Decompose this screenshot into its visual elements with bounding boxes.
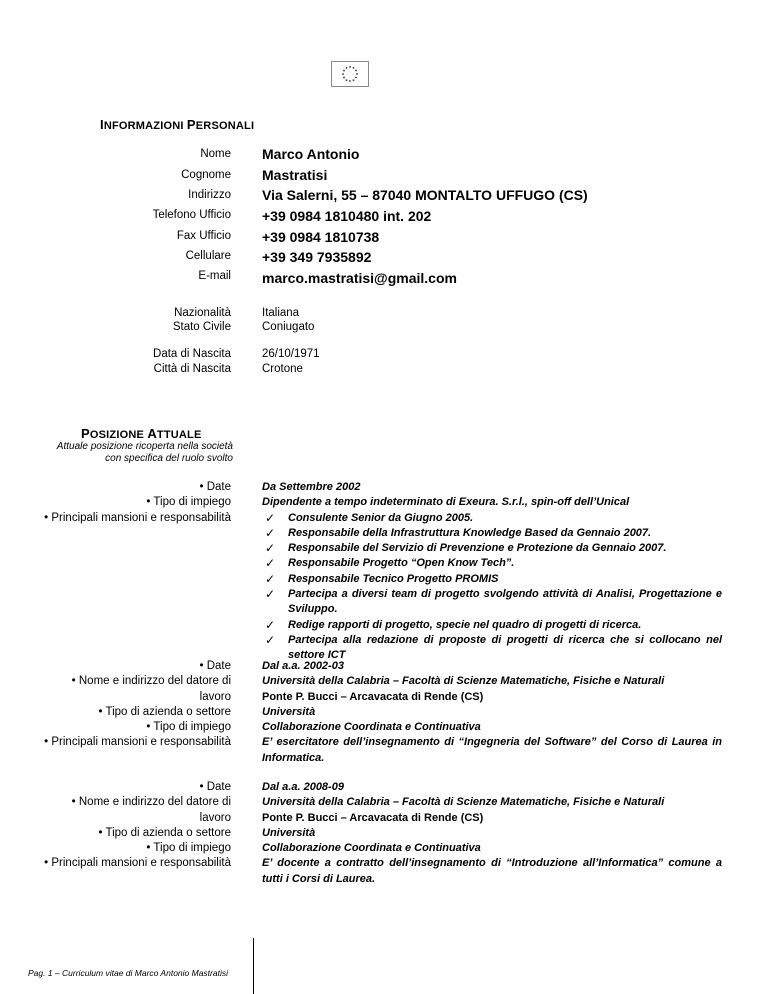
job1-type: Collaborazione Coordinata e Continuativa [262,721,481,734]
job2-employer: Università della Calabria – Facoltà di Scienze Matematiche, Fisiche e Naturali [262,796,665,809]
section-title-current-position: POSIZIONE ATTUALE [81,426,202,441]
label-email: E-mail [198,270,231,282]
position-employment: Dipendente a tempo indeterminato di Exeura. S.r.l., spin-off dell’Unical [262,496,630,509]
job1-sector: Università [262,705,316,718]
value-nome: Marco Antonio [262,146,360,162]
value-citta-nascita: Crotone [262,363,303,375]
value-telefono-ufficio: +39 0984 1810480 int. 202 [262,208,432,224]
label-telefono-ufficio: Telefono Ufficio [152,209,231,221]
page-footer: Pag. 1 – Curriculum vitae di Marco Antonio Mastratisi [28,968,228,978]
footer-divider [253,938,254,994]
label-stato-civile: Stato Civile [172,321,231,333]
job2-type: Collaborazione Coordinata e Continuativa [262,842,481,855]
duty-item: ✓ Redige rapporti di progetto, specie nel quadro di progetti di ricerca. [262,618,722,633]
value-cellulare: +39 349 7935892 [262,249,372,265]
job2-address: Ponte P. Bucci – Arcavacata di Rende (CS) [262,811,484,824]
label-indirizzo: Indirizzo [188,189,231,201]
value-indirizzo: Via Salerni, 55 – 87040 MONTALTO UFFUGO (CS) [262,187,588,203]
duty-item: ✓ Responsabile Progetto “Open Know Tech”. [262,556,722,571]
job2-sector: Università [262,826,316,839]
value-fax-ufficio: +39 0984 1810738 [262,229,380,245]
value-stato-civile: Coniugato [262,321,315,333]
job1-labels: • Date • Nome e indirizzo del datore di lavoro • Tipo di azienda o settore • Tipo di impiego • Principali mansioni e responsabilità [44,660,231,749]
job2-values [262,780,722,887]
section-title-personal-info: INFORMAZIONI PERSONALI [100,117,255,132]
job2-date: Dal a.a. 2008-09 [262,781,344,793]
duty-item: ✓ Consulente Senior da Giugno 2005. [262,511,722,526]
value-data-nascita: 26/10/1971 [262,348,320,360]
job1-duties: E’ esercitatore dell’insegnamento di “Ingegneria del Software” del Corso di Laurea in Informatica. [262,736,722,764]
duty-item: ✓ Responsabile Tecnico Progetto PROMIS [262,572,722,587]
label-cellulare: Cellulare [185,250,231,262]
duty-item: ✓ Responsabile del Servizio di Prevenzione e Protezione da Gennaio 2007. [262,541,722,556]
position-labels: • Date • Tipo di impiego • Principali mansioni e responsabilità [44,481,231,524]
eu-flag-logo [331,61,369,87]
position-date: Da Settembre 2002 [262,481,361,493]
label-fax-ufficio: Fax Ufficio [176,230,231,242]
job2-labels: • Date • Nome e indirizzo del datore di lavoro • Tipo di azienda o settore • Tipo di impiego • Principali mansioni e responsabilità [44,781,231,870]
value-email[interactable]: marco.mastratisi@gmail.com [262,270,457,286]
duty-item: ✓ Responsabile della Infrastruttura Knowledge Based da Gennaio 2007. [262,526,722,541]
value-nazionalita: Italiana [262,307,300,319]
job1-date: Dal a.a. 2002-03 [262,660,344,672]
duty-item: ✓ Partecipa a diversi team di progetto svolgendo attività di Analisi, Progettazione e Sviluppo. [262,587,722,618]
value-cognome: Mastratisi [262,167,328,183]
section-subtitle-current-position: Attuale posizione ricoperta nella società con specifica del ruolo svolto [56,441,233,464]
job2-duties: E’ docente a contratto dell’insegnamento di “Introduzione all’Informatica” comune a tutti i Corsi di Laurea. [262,857,722,885]
duty-item: ✓ Partecipa alla redazione di proposte di progetti di ricerca che si collocano nel settore ICT [262,633,722,664]
label-cognome: Cognome [181,169,231,181]
label-nazionalita: Nazionalità [174,307,231,319]
job1-values [262,659,722,766]
position-values [262,480,722,664]
job1-address: Ponte P. Bucci – Arcavacata di Rende (CS) [262,690,484,703]
job1-employer: Università della Calabria – Facoltà di Scienze Matematiche, Fisiche e Naturali [262,675,665,688]
position-duties-list [262,511,722,664]
label-data-nascita: Data di Nascita [153,348,231,360]
label-citta-nascita: Città di Nascita [153,363,231,375]
label-nome: Nome [200,148,231,160]
